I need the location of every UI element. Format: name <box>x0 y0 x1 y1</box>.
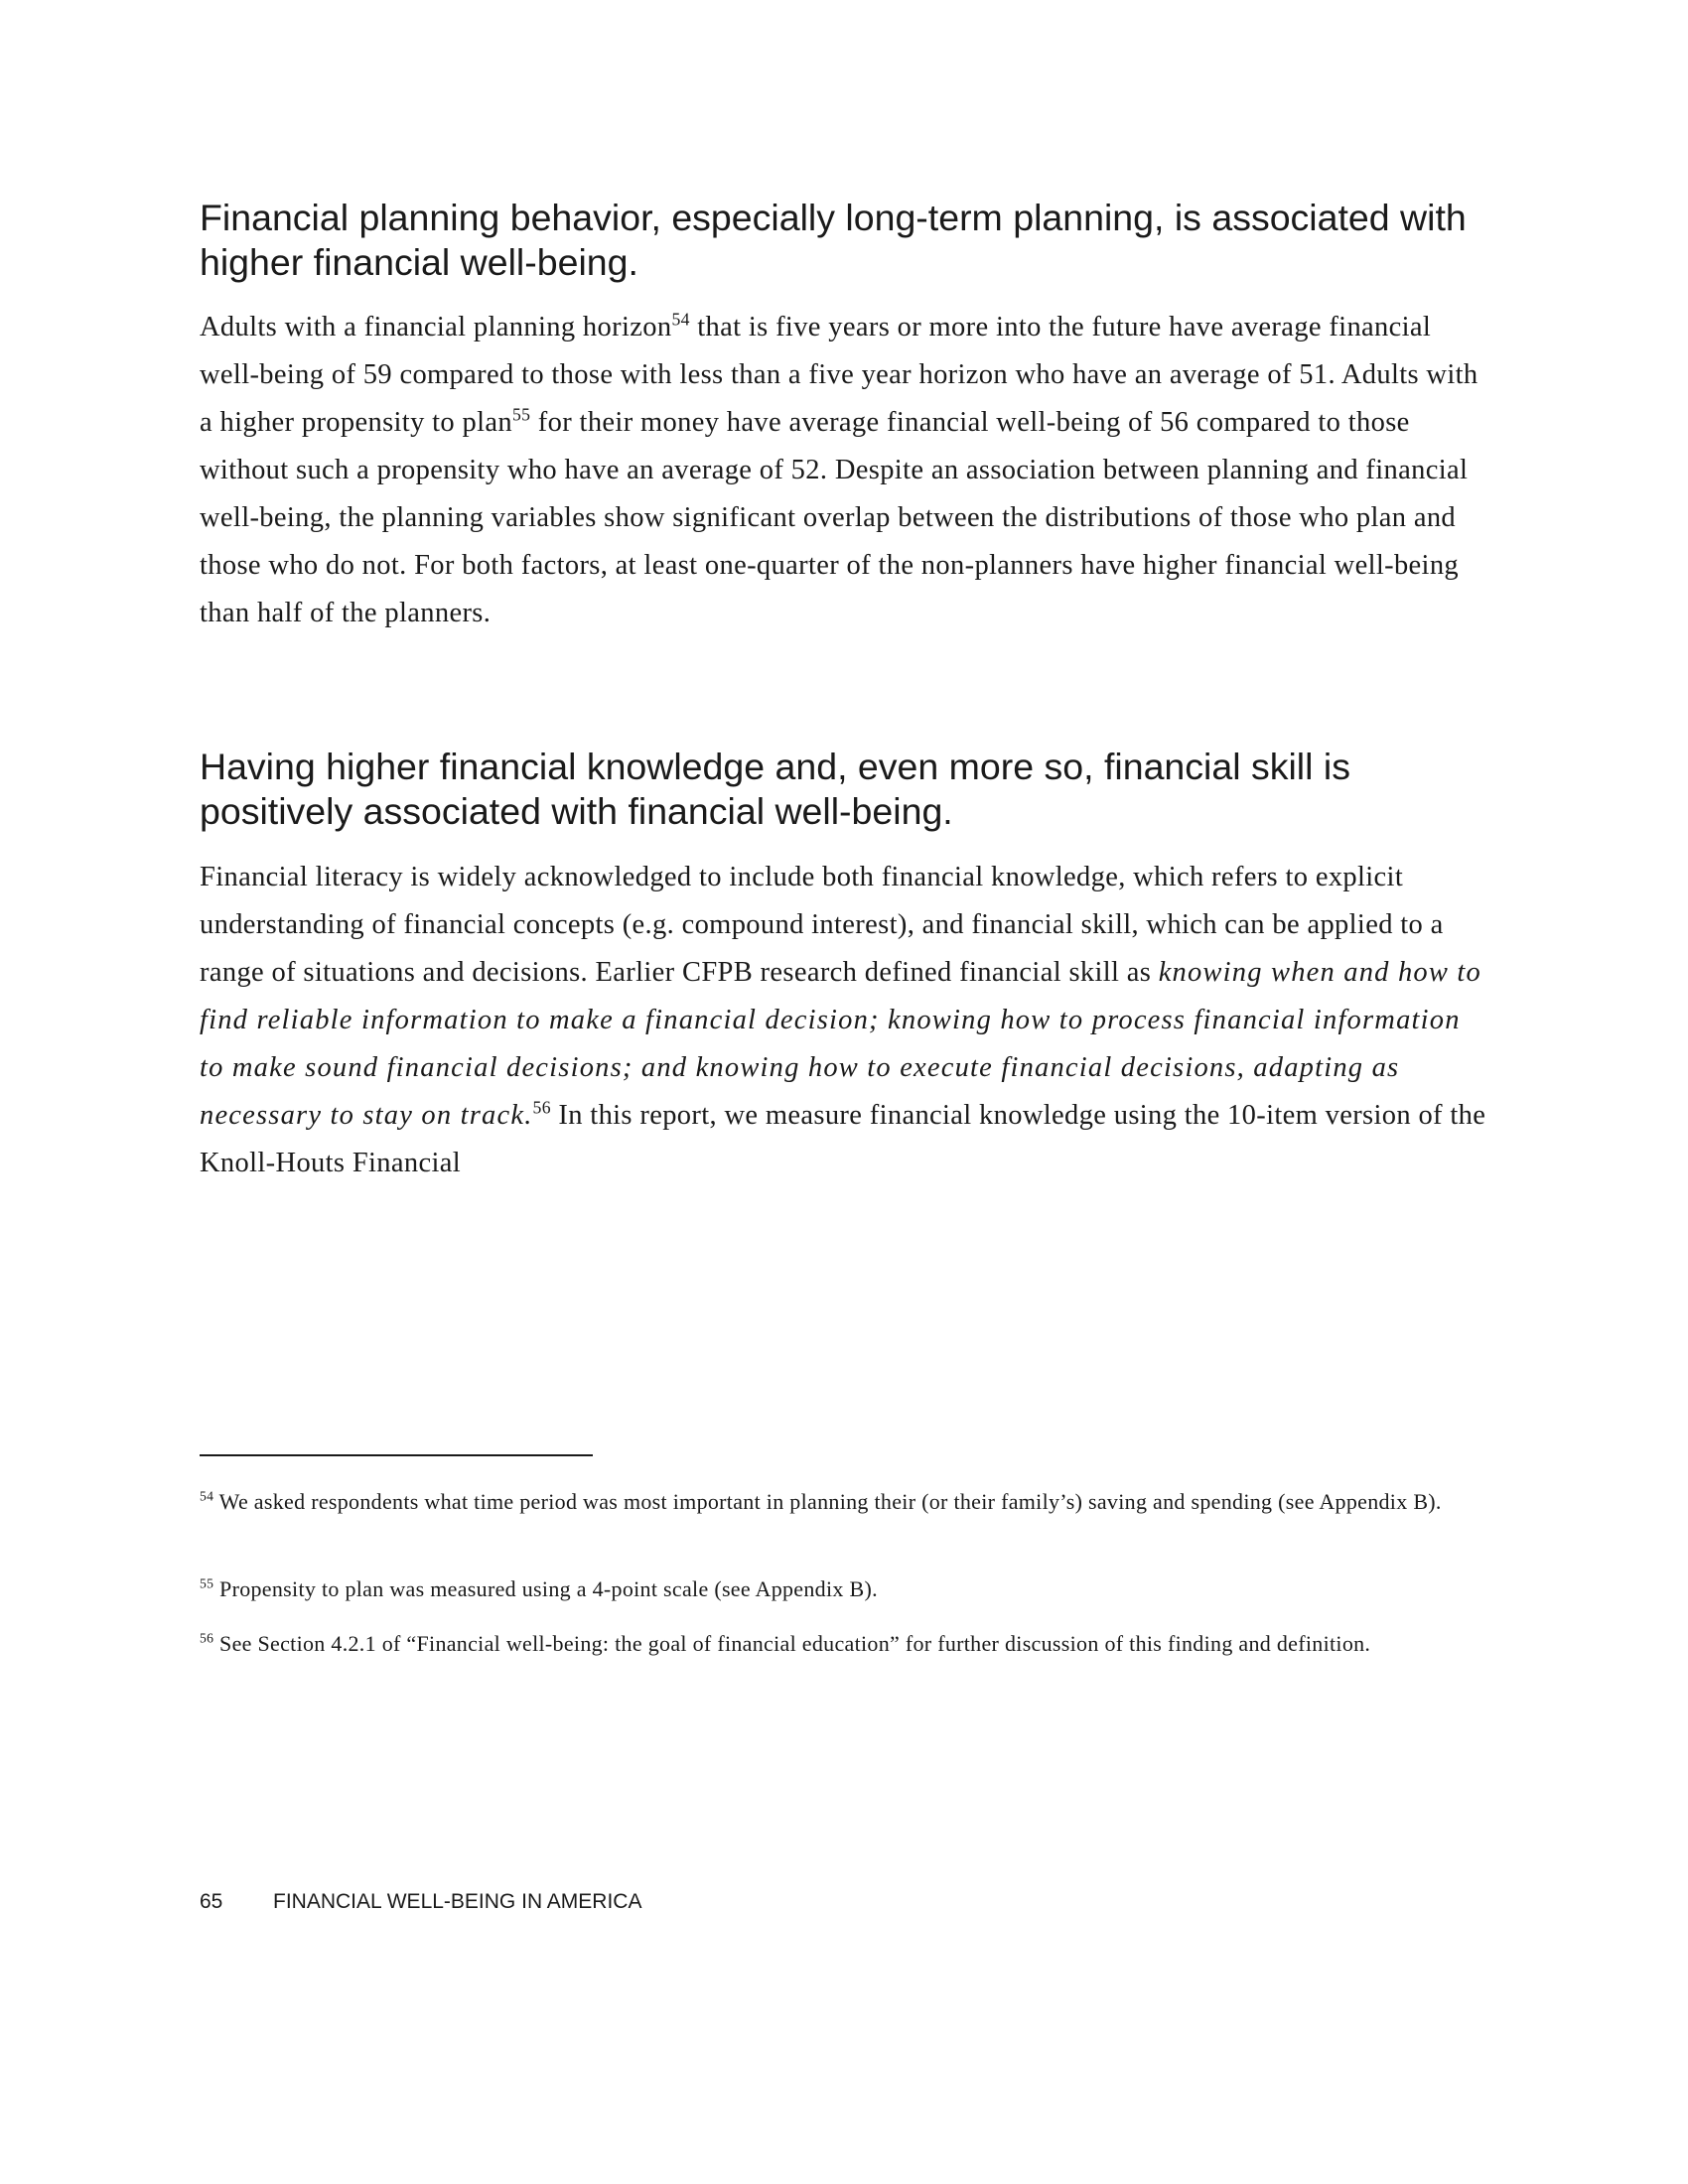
paragraph-planning: Adults with a financial planning horizon$^{54}$ that is five years or more into the future have average financial well-being of 59 compared to those with less than a five year horizon who have an average of 51. Adults with a higher propensity to plan$^{55}$ for their money have average financial well-being of 56 compared to those without such a propensity who have an average of 52. Despite an association between planning and financial well-being, the planning variables show significant overlap between the distributions of those who plan and those who do not. For both factors, at least one-quarter of the non-planners have higher financial well-being than half of the planners. <box>200 309 1478 628</box>
footnote-ref-55[interactable]: 55 <box>511 404 531 425</box>
section-heading-knowledge: Having higher financial knowledge and, even more so, financial skill is positively associated with financial well-being. <box>200 746 1350 832</box>
skill-definition-italic: knowing when and how to find reliable information to make a financial decision; knowing how to process financial information to make sound financial decisions; and knowing how to execute financial decisions, adapting as necessary to stay on track. <box>200 957 1481 1131</box>
page-footer <box>200 1890 641 1914</box>
footnote-ref-56[interactable]: 56 <box>532 1097 551 1118</box>
footnote-divider <box>200 1454 593 1456</box>
paragraph-knowledge: Financial literacy is widely acknowledged to include both financial knowledge, which refers to explicit understanding of financial concepts (e.g. compound interest), and financial skill, which can be applied to a range of situations and decisions. Earlier CFPB research defined financial skill as knowing when and how to find reliable information to make a financial decision; knowing how to process financial information to make sound financial decisions; and knowing how to execute financial decisions, adapting as necessary to stay on track.$^{56}$ In this report, we measure financial knowledge using the 10-item version of the Knoll-Houts Financial <box>200 862 1486 1178</box>
footnote-54: $^{54}$ We asked respondents what time period was most important in planning their (or their family’s) saving and spending (see Appendix B). <box>200 1488 1442 1514</box>
footnote-55: $^{55}$ Propensity to plan was measured using a 4-point scale (see Appendix B). <box>200 1575 878 1601</box>
page-number: 65 <box>200 1890 223 1913</box>
footnote-56: $^{56}$ See Section 4.2.1 of “Financial well-being: the goal of financial education” for further discussion of this finding and definition. <box>200 1630 1371 1656</box>
footnote-ref-54[interactable]: 54 <box>671 309 690 330</box>
document-title: FINANCIAL WELL-BEING IN AMERICA <box>273 1890 642 1913</box>
section-heading-planning: Financial planning behavior, especially long-term planning, is associated with higher financial well-being. <box>200 197 1467 283</box>
